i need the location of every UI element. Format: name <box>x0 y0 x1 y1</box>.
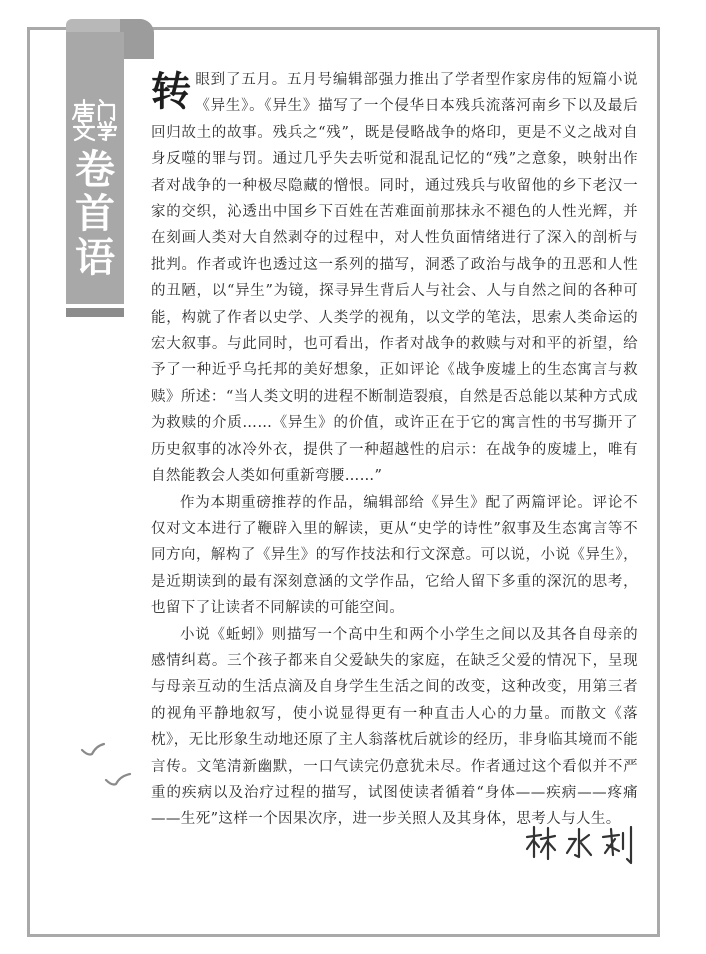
paragraph-text: 眼到了五月。五月号编辑部强力推出了学者型作家房伟的短篇小说《异生》。《异生》描写了一个侵华日本残兵流落河南乡下以及最后回归故土的故事。残兵之“残”，既是侵略战争的烙印，更是不义之战对自身反噬的罪与罚。通过几乎失去听觉和混乱记忆的“残”之意象，映射出作者对战争的一种极尽隐藏的憎恨。同时，通过残兵与收留他的乡下老汉一家的交织，沁透出中国乡下百姓在苦难面前那抹永不褪色的人性光辉，并在刻画人类对大自然剥夺的过程中，对人性负面情绪进行了深入的剖析与批判。作者或许也透过这一系列的描写，洞悉了政治与战争的丑恶和人性的丑陋，以“异生”为镜，探寻异生背后人与社会、人与自然之间的各种可能，构就了作者以史学、人类学的视角，以文学的笔法，思索人类命运的宏大叙事。与此同时，也可看出，作者对战争的救赎与对和平的祈望，给予了一种近乎乌托邦的美好想象，正如评论《战争废墟上的生态寓言与救赎》所述：“当人类文明的进程不断制造裂痕，自然是否总能以某种方式成为救赎的介质……《异生》的价值，或许正在于它的寓言性的书写撕开了历史叙事的冰冷外衣，提供了一种超越性的启示：在战争的废墟上，唯有自然能教会人类如何重新弯腰……” <box>151 72 638 485</box>
article-paragraph: 作为本期重磅推荐的作品，编辑部给《异生》配了两篇评论。评论不仅对文本进行了鞭辟入里的解读，更从“史学的诗性”叙事及生态寓言等不同方向，解构了《异生》的写作技法和行文深意。可以说，小说《异生》，是近期读到的最有深刻意涵的文学作品，它给人留下多重的深沉的思考，也留下了让读者不同解读的可能空间。 <box>151 494 638 617</box>
column-title-char: 卷 <box>75 147 115 193</box>
article-paragraph: 小说《蚯蚓》则描写一个高中生和两个小学生之间以及其各自母亲的感情纠葛。三个孩子都来自父爱缺失的家庭，在缺乏父爱的情况下，呈现与母亲互动的生活点滴及自身学生生活之间的改变，这种改变，用第三者的视角平静地叙写，使小说显得更有一种直击人心的力量。而散文《落枕》，无比形象生动地还原了主人翁落枕后就诊的经历，非身临其境而不能言传。文笔清新幽默，一口气读完仍意犹未尽。作者通过这个看似并不严重的疾病以及治疗过程的描写，试图使读者循着“身体——疾病——疼痛——生死”这样一个因果次序，进一步关照人及其身体，思考人与人生。 <box>151 626 638 828</box>
drop-cap: 转 <box>151 68 192 115</box>
ribbon-fold <box>120 19 154 59</box>
column-title-char: 语 <box>75 235 115 281</box>
birds-icon <box>78 740 138 795</box>
article-body <box>151 67 638 833</box>
signature-icon <box>523 823 641 871</box>
tangmen-logo-icon <box>70 96 120 142</box>
column-title <box>68 148 122 280</box>
column-title-char: 首 <box>75 191 115 237</box>
ribbon-bottom-bar <box>66 308 124 317</box>
article-paragraph <box>151 67 638 490</box>
